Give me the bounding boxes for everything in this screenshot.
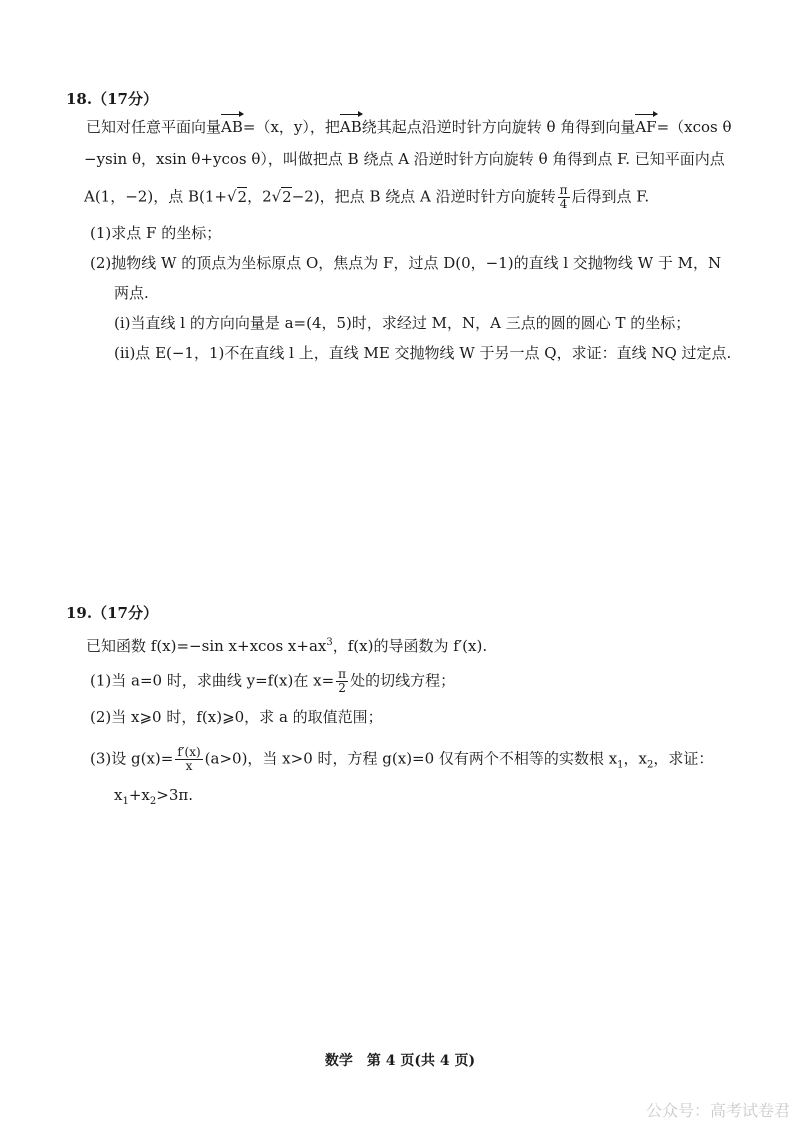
q19-text: (a>0)，当 x>0 时，方程 g(x)=0 仅有两个不相等的实数根 x — [204, 749, 618, 768]
vector-ab: AB — [221, 118, 243, 136]
q19-text: 处的切线方程； — [350, 671, 456, 690]
q19-part-3 — [90, 746, 713, 777]
q19-line-1 — [86, 632, 487, 657]
subscript-2: 2 — [647, 759, 654, 771]
q19-text: ，x — [623, 749, 648, 768]
q19-text: ，求证： — [653, 749, 714, 768]
subscript-1: 1 — [617, 759, 624, 771]
q19-text: ，f(x)的导函数为 f′(x). — [332, 637, 488, 655]
q19-text: >3π. — [156, 786, 193, 804]
subscript-2b: 2 — [149, 796, 157, 807]
q18-line-2: −ysin θ，xsin θ+ycos θ），叫做把点 B 绕点 A 沿逆时针方向旋转 θ 角得到点 F. 已知平面内点 — [84, 150, 725, 168]
q18-text: −2)，把点 B 绕点 A 沿逆时针方向旋转 — [291, 187, 556, 206]
q18-line-3: A(1，−2)，点 B(1+√2，2√2−2)，把点 B 绕点 A 沿逆时针方向旋转 $\frac{\pi}{4}$ 后得到点 F. — [84, 183, 650, 211]
q18-text: A(1，−2)，点 B(1+ — [84, 187, 227, 206]
q18-text: =（x，y），把 — [242, 118, 340, 136]
sqrt-2: 2 — [237, 187, 248, 206]
fraction-fprime-over-x: $\frac{f'(x)}{x}$ — [177, 745, 201, 773]
vector-af: AF — [635, 118, 657, 136]
q19-text: (3)设 g(x)= — [90, 749, 174, 768]
q18-part-1: (1)求点 F 的坐标； — [90, 224, 222, 242]
question-18-header: 18.（17分） — [66, 90, 158, 108]
q18-text: 已知对任意平面向量 — [86, 118, 222, 136]
q18-text: =（xcos θ — [656, 118, 732, 136]
q18-part-2: (2)抛物线 W 的顶点为坐标原点 O，焦点为 F，过点 D(0，−1)的直线 l 交抛物线 W 于 M，N — [90, 254, 722, 272]
fraction-pi-over-2: $\frac{\pi}{2}$ — [338, 667, 347, 695]
exponent-3: 3 — [326, 637, 333, 648]
q19-text: 已知函数 f(x)=−sin x+xcos x+ax — [86, 637, 327, 655]
subscript-1b: 1 — [122, 796, 129, 807]
watermark: 公众号：高考试卷君 — [645, 1101, 790, 1120]
q19-text: +x — [128, 786, 150, 804]
q19-text: (1)当 a=0 时，求曲线 y=f(x)在 x= — [90, 671, 335, 690]
fraction-pi-over-4: $\frac{\pi}{4}$ — [559, 183, 568, 211]
q19-part-1 — [90, 668, 455, 695]
q18-part-2-i: (i)当直线 l 的方向向量是 a=(4，5)时，求经过 M，N，A 三点的圆的圆心 T 的坐标； — [114, 314, 691, 332]
question-19-header: 19.（17分） — [66, 604, 158, 622]
q19-part-2: (2)当 x⩾0 时，f(x)⩾0，求 a 的取值范围； — [90, 708, 383, 726]
q18-part-2-cont: 两点. — [114, 284, 149, 302]
sqrt-2b: 2 — [282, 187, 292, 206]
q19-text: x — [114, 786, 123, 804]
q18-text: ，2 — [247, 187, 272, 206]
vector-ab-2: AB — [339, 118, 362, 136]
q18-text: 绕其起点沿逆时针方向旋转 θ 角得到向量 — [361, 118, 636, 136]
q18-text: 后得到点 F. — [571, 187, 650, 206]
q19-part-3-cont — [114, 784, 193, 813]
page-footer: 数学 第 4 页(共 4 页) — [324, 1053, 476, 1069]
q18-line-1 — [86, 116, 732, 138]
q18-part-2-ii: (ii)点 E(−1，1)不在直线 l 上，直线 ME 交抛物线 W 于另一点 Q，求证：直线 NQ 过定点. — [114, 344, 732, 362]
